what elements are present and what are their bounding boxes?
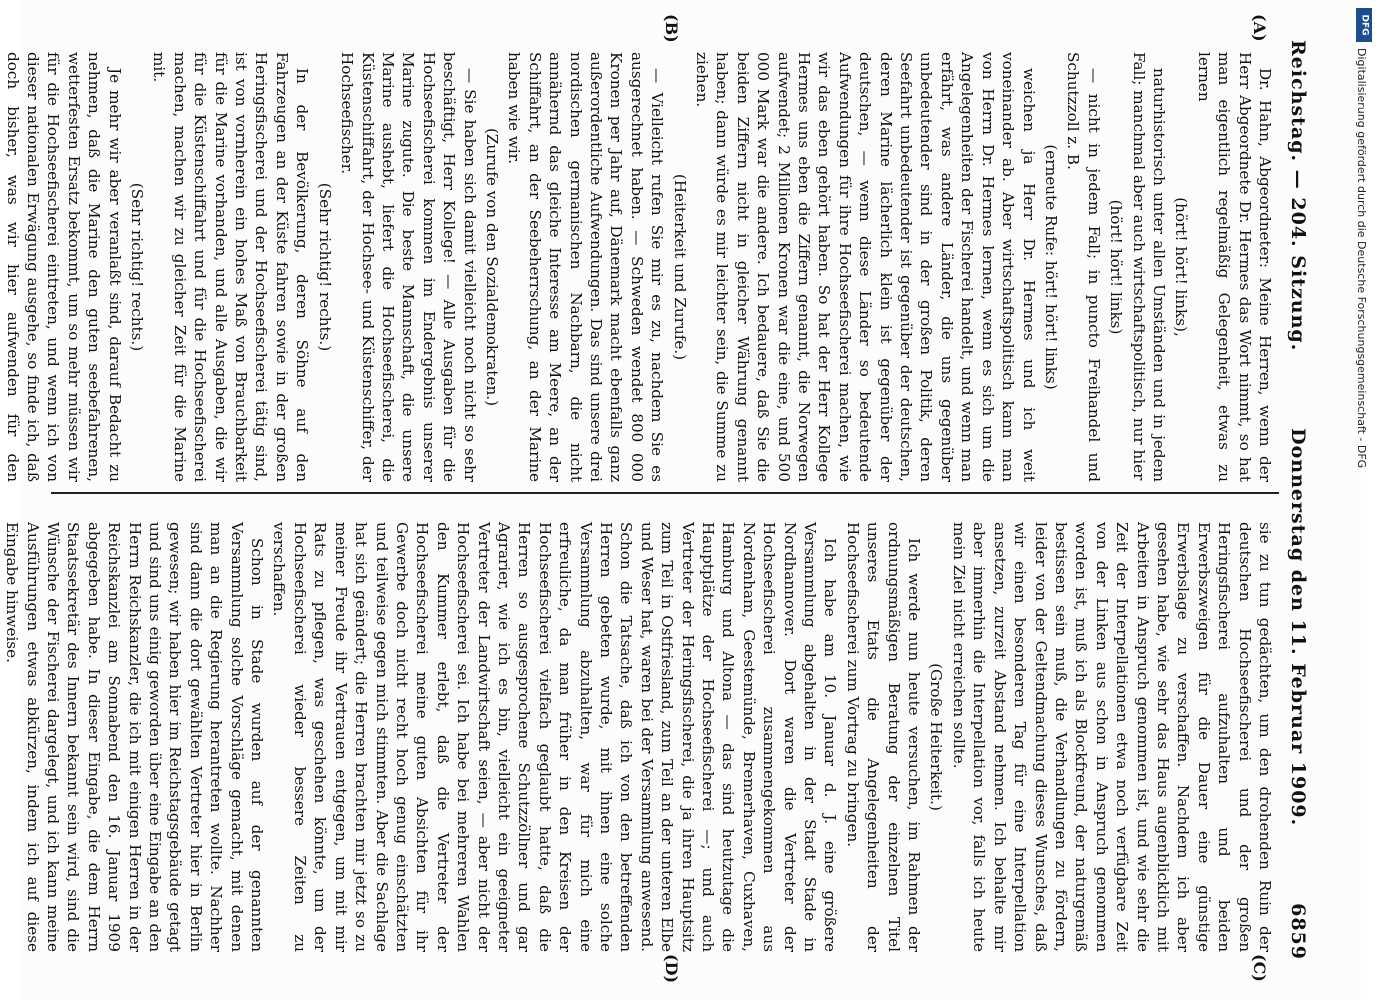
interjection: (Sehr richtig! rechts.): [128, 182, 147, 352]
left-column: [3, 52, 1275, 482]
paragraph: Ich habe am 10. Januar d. J. eine größere Versammlung abgehalten in der Stadt Stade in Nordhannover. Dort waren die Vertreter der Hochseefischerei zusammengekommen aus Nordenham, Geestemünde, Bremerhaven, Cuxhaven, Hamburg und Altona — das sind heutzutage die Hauptplätze der Hochseefischerei —; und auch Vertreter der Heringsfischerei, die ja ihren Hauptsitz zum Teil in Ostfriesland, zum Teil an der unteren Elbe und Weser hat, waren bei der Versammlung anwesend. Schon die Tatsache, daß ich von den betreffenden Herren gebeten wurde, mit ihnen eine solche Versammlung abzuhalten, war für mich eine erfreuliche, da man früher in den Kreisen der Hochseefischerei vielfach geglaubt hatte, daß die Herren so ausgesprochene Schutzzöllner und gar Agrarier, wie ich es bin, vielleicht ein geeigneter Vertreter der Landwirtschaft seien, — aber nicht der Hochseefischerei sei. Ich habe bei mehreren Wahlen den Kummer erlebt, daß die Vertreter der Hochseefischerei meine guten Absichten für ihr Gewerbe doch nicht recht hoch genug einschätzten und teilweise gegen mich stimmten. Aber die Sachlage hat sich geändert; die Herren brachten mir jetzt so zu meiner Freude ihr Vertrauen entgegen, um mit mir Rats zu pflegen, was geschehen könnte, um der Hochseefischerei wieder bessere Zeiten zu verschaffen.: [270, 522, 840, 952]
page-number: 6859: [1287, 903, 1309, 960]
paragraph: sie zu tun gedächten, um den drohenden Ruin der deutschen Hochseefischerei und der großen Heringsfischerei aufzuhalten und beiden Erwerbszweigen für die Dauer eine günstige Erwerbslage zu verschaffen. Nachdem ich aber gesehen habe, wie sehr das Haus augenblicklich mit Arbeiten in Anspruch genommen ist, und wie sehr die Zeit der Interpellationen etwa noch verfügbare Zeit von der Linken aus schon in Anspruch genommen worden ist, muß ich als Blockfreund, der naturgemäß bestissen sein muß, die Verhandlungen zu fördern, leider von der Geltendmachung dieses Wunsches, daß wir einen besonderen Tag für eine Interpellation ansetzen, zurzeit Abstand nehmen. Ich behalte mir aber immerhin die Interpellation vor, falls ich heute mein Ziel nicht erreichen sollte.: [949, 522, 1274, 952]
header-left: Reichstag. — 204. Sitzung.: [1287, 40, 1309, 352]
margin-mark-a: (A): [1250, 14, 1269, 42]
paragraph: — nicht in jedem Fall; in puncto Freihandel und Schutzzoll z. B.: [1064, 52, 1103, 482]
interjection: (erneute Rufe: hört! hört! links): [1041, 144, 1060, 390]
paragraph: In der Bevölkerung, deren Söhne auf den Fahrzeugen an der Küste fahren sowie in der großen Heringsfischerei und der Hochseefischerei tätig sind, ist von vornherein ein hohes Maß von Brauchbarkeit für die Marine vorhanden, und alle Ausgaben, die wir für die Küstenschiffahrt und für die Hochseefischerei machen, machen wir zu gleicher Zeit für die Marine mit.: [150, 52, 312, 482]
interjection: (Sehr richtig! rechts.): [315, 182, 334, 352]
paragraph: Ich werde nun heute versuchen, im Rahmen der ordnungsmäßigen Beratung der einzelnen Titel unseres Etats die Angelegenheiten der Hochseefischerei zum Vortrag zu bringen.: [843, 522, 924, 952]
credit-text: Digitalisierung gefördert durch die Deutsche Forschungsgemeinschaft - DFG: [1355, 48, 1368, 469]
margin-mark-b: (B): [662, 14, 681, 43]
dfg-logo: DFG: [1356, 8, 1372, 42]
paragraph: Je mehr wir aber veranlaßt sind, darauf Bedacht zu nehmen, daß die Marine den guten seebefahrenen, wetterfesten Ersatz bekommt, um so mehr müssen wir für die Hochseefischerei eintreten, und wenn ich von dieser nationalen Erwägung ausgehe, so finde ich, daß doch bisher, was wir hier aufwenden für den: [3, 52, 124, 482]
paragraph: — Vielleicht rufen Sie mir es zu, nachdem Sie es ausgerechnet haben. — Schweden wendet 800 000 Kronen per Jahr auf, Dänemark macht ebenfalls ganz außerordentliche Aufwendungen. Das sind unsere drei nordischen germanischen Nachbarn, die nicht annähernd das gleiche Interesse am Meere, an der Schiffahrt, an der Seebeherrschung, an der Marine haben wie wir.: [505, 52, 667, 482]
credit-line: [1352, 8, 1372, 908]
margin-mark-c: (C): [1250, 954, 1269, 982]
paragraph: Dr. Hahn, Abgeordneter: Meine Herren, wenn der Herr Abgeordnete Dr. Hermes das Wort nimmt, so hat man eigentlich regelmäßig Gelegenheit, etwas zu lernen: [1194, 52, 1274, 482]
interjection: (Heiterkeit und Zurufe.): [670, 173, 689, 361]
interjection: (Zurufe von den Sozialdemokraten.): [482, 127, 501, 407]
rotated-newspaper-page: [3, 0, 1361, 1000]
paragraph: — Sie haben sich damit vielleicht noch nicht so sehr beschäftigt, Herr Kollege! — Alle Ausgaben für die Hochseefischerei kommen im Endergebnis unserer Marine zugute. Die beste Mannschaft, die unsere Marine aushebt, liefert die Hochseefischerei, die Küstenschiffahrt, der Hochsee- und Küstenschiffer, der Hochseefischer.: [338, 52, 479, 482]
page-header: [1283, 0, 1313, 1000]
interjection: (hört! hört! links): [1107, 199, 1126, 335]
paragraph: weichen ja Herr Dr. Hermes und ich weit voneinander ab. Aber wirtschaftspolitisch kann man von Herrn Dr. Hermes lernen, wenn es sich um die Angelegenheiten der Fischerei handelt, und wenn man erfährt, was andere Länder, die uns gegenüber unbedeutender sind in der großen Politik, deren Seefahrt unbedeutender ist gegenüber der deutschen, deren Marine lächerlich klein ist gegenüber der deutschen, — wenn diese Länder so bedeutende Aufwendungen für ihre Hochseefischerei machen, wie wir das eben gehört haben. So hat der Herr Kollege Hermes uns eben die Ziffern genannt, die Norwegen aufwendet; 2 Millionen Kronen war die eine, und 500 000 Mark war die andere. Ich bedauere, daß Sie die beiden Ziffern nicht in gleicher Währung genannt haben; dann würde es mir leichter sein, die Summe zu ziehen.: [693, 52, 1038, 482]
interjection: (Große Heiterkeit.): [927, 663, 946, 811]
paragraph: naturhistorisch unter allen Umständen und in jedem Fall; manchmal aber auch wirtschaftspolitisch, nur hier: [1129, 52, 1168, 482]
header-date: Donnerstag den 11. Februar 1909.: [1287, 428, 1309, 827]
margin-mark-d: (D): [662, 954, 681, 984]
column-divider: [51, 492, 1279, 494]
paragraph: Schon in Stade wurden auf der genannten Versammlung solche Vorschläge gemacht, mit denen man an die Regierung herantreten wollte. Nachher sind dann die dort gewählten Vertreter hier in Berlin gewesen; wir haben hier im Reichstagsgebäude getagt und sind uns einig geworden über eine Eingabe an den Herrn Reichskanzler, die ich mit einigen Herren in der Reichskanzlei am Sonnabend den 16. Januar 1909 abgegeben habe. In dieser Eingabe, die dem Herrn Staatssekretär des Innern bekannt sein wird, sind die Wünsche der Fischerei dargelegt, und ich kann meine Ausführungen etwas abkürzen, indem ich auf diese Eingabe hinweise.: [3, 522, 267, 952]
interjection: (hört! hört! links),: [1172, 197, 1191, 337]
right-column: [3, 522, 1275, 952]
